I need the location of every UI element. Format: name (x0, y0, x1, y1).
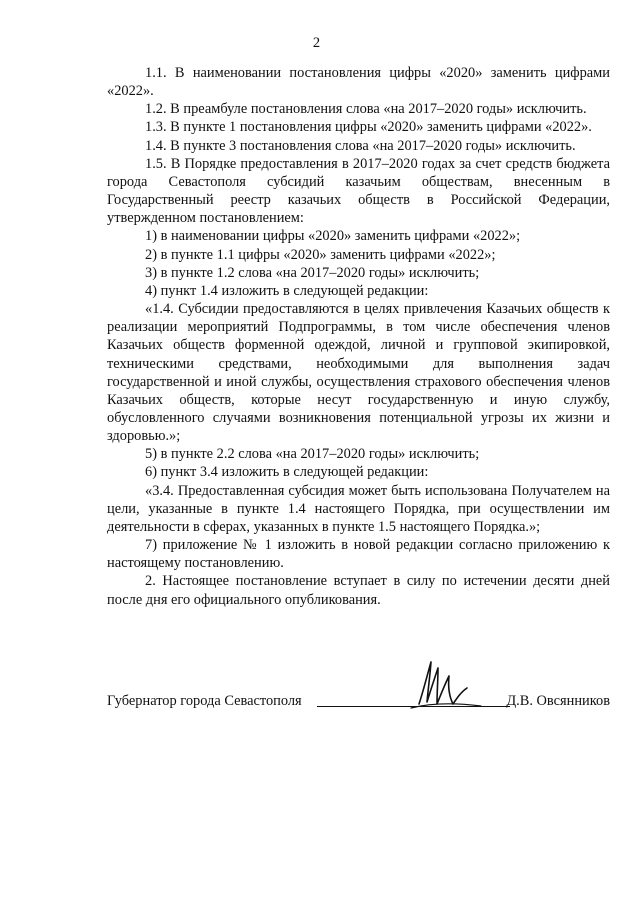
list-item-7: 7) приложение № 1 изложить в новой редакции согласно приложению к настоящему постановлению. (107, 537, 610, 572)
list-item-4: 4) пункт 1.4 изложить в следующей редакции: (145, 282, 429, 299)
signatory-position: Губернатор города Севастополя (107, 693, 302, 709)
quoted-clause-3-4: «3.4. Предоставленная субсидия может быть использована Получателем на цели, указанные в пункте 1.4 настоящего Порядка, при осуществлении им деятельности в сферах, указанных в пункте 1.5 настоящего Порядка.»; (107, 482, 610, 535)
signature-block (107, 692, 610, 714)
paragraph-1-1: 1.1. В наименовании постановления цифры «2020» заменить цифрами «2022». (107, 65, 610, 100)
list-item-5: 5) в пункте 2.2 слова «на 2017–2020 годы» исключить; (145, 446, 480, 463)
list-item-2: 2) в пункте 1.1 цифры «2020» заменить цифрами «2022»; (145, 246, 496, 263)
handwritten-signature (397, 654, 487, 714)
paragraph-2: 2. Настоящее постановление вступает в силу по истечении десяти дней после дня его официального опубликования. (107, 573, 610, 608)
paragraph-1-5: 1.5. В Порядке предоставления в 2017–2020 годах за счет средств бюджета города Севастополя субсидий казачьим обществам, внесенным в Государственный реестр казачьих обществ в Российской Федерации, утвержденном постановлением: (107, 155, 610, 227)
paragraph-1-2: 1.2. В преамбуле постановления слова «на 2017–2020 годы» исключить. (145, 101, 587, 118)
page-number: 2 (312, 35, 321, 51)
paragraph-1-3: 1.3. В пункте 1 постановления цифры «2020» заменить цифрами «2022». (145, 119, 592, 136)
document-body (107, 64, 610, 609)
list-item-6: 6) пункт 3.4 изложить в следующей редакции: (145, 464, 429, 481)
list-item-3: 3) в пункте 1.2 слова «на 2017–2020 годы» исключить; (145, 264, 480, 281)
paragraph-1-4: 1.4. В пункте 3 постановления слова «на 2017–2020 годы» исключить. (145, 137, 576, 154)
signatory-name: Д.В. Овсянников (506, 693, 610, 709)
quoted-clause-1-4: «1.4. Субсидии предоставляются в целях привлечения Казачьих обществ к реализации мероприятий Подпрограммы, в том числе обеспечения членов Казачьих обществ форменной одеждой, личной и групповой экипировкой, техническими средствами, необходимыми для выполнения задач государственной и иной службы, осуществления страхового обеспечения членов Казачьих обществ, которые несут государственную и иную службу, обусловленного случаями возникновения потенциальной угрозы их жизни и здоровью.»; (107, 301, 610, 445)
list-item-1: 1) в наименовании цифры «2020» заменить цифрами «2022»; (145, 228, 521, 245)
